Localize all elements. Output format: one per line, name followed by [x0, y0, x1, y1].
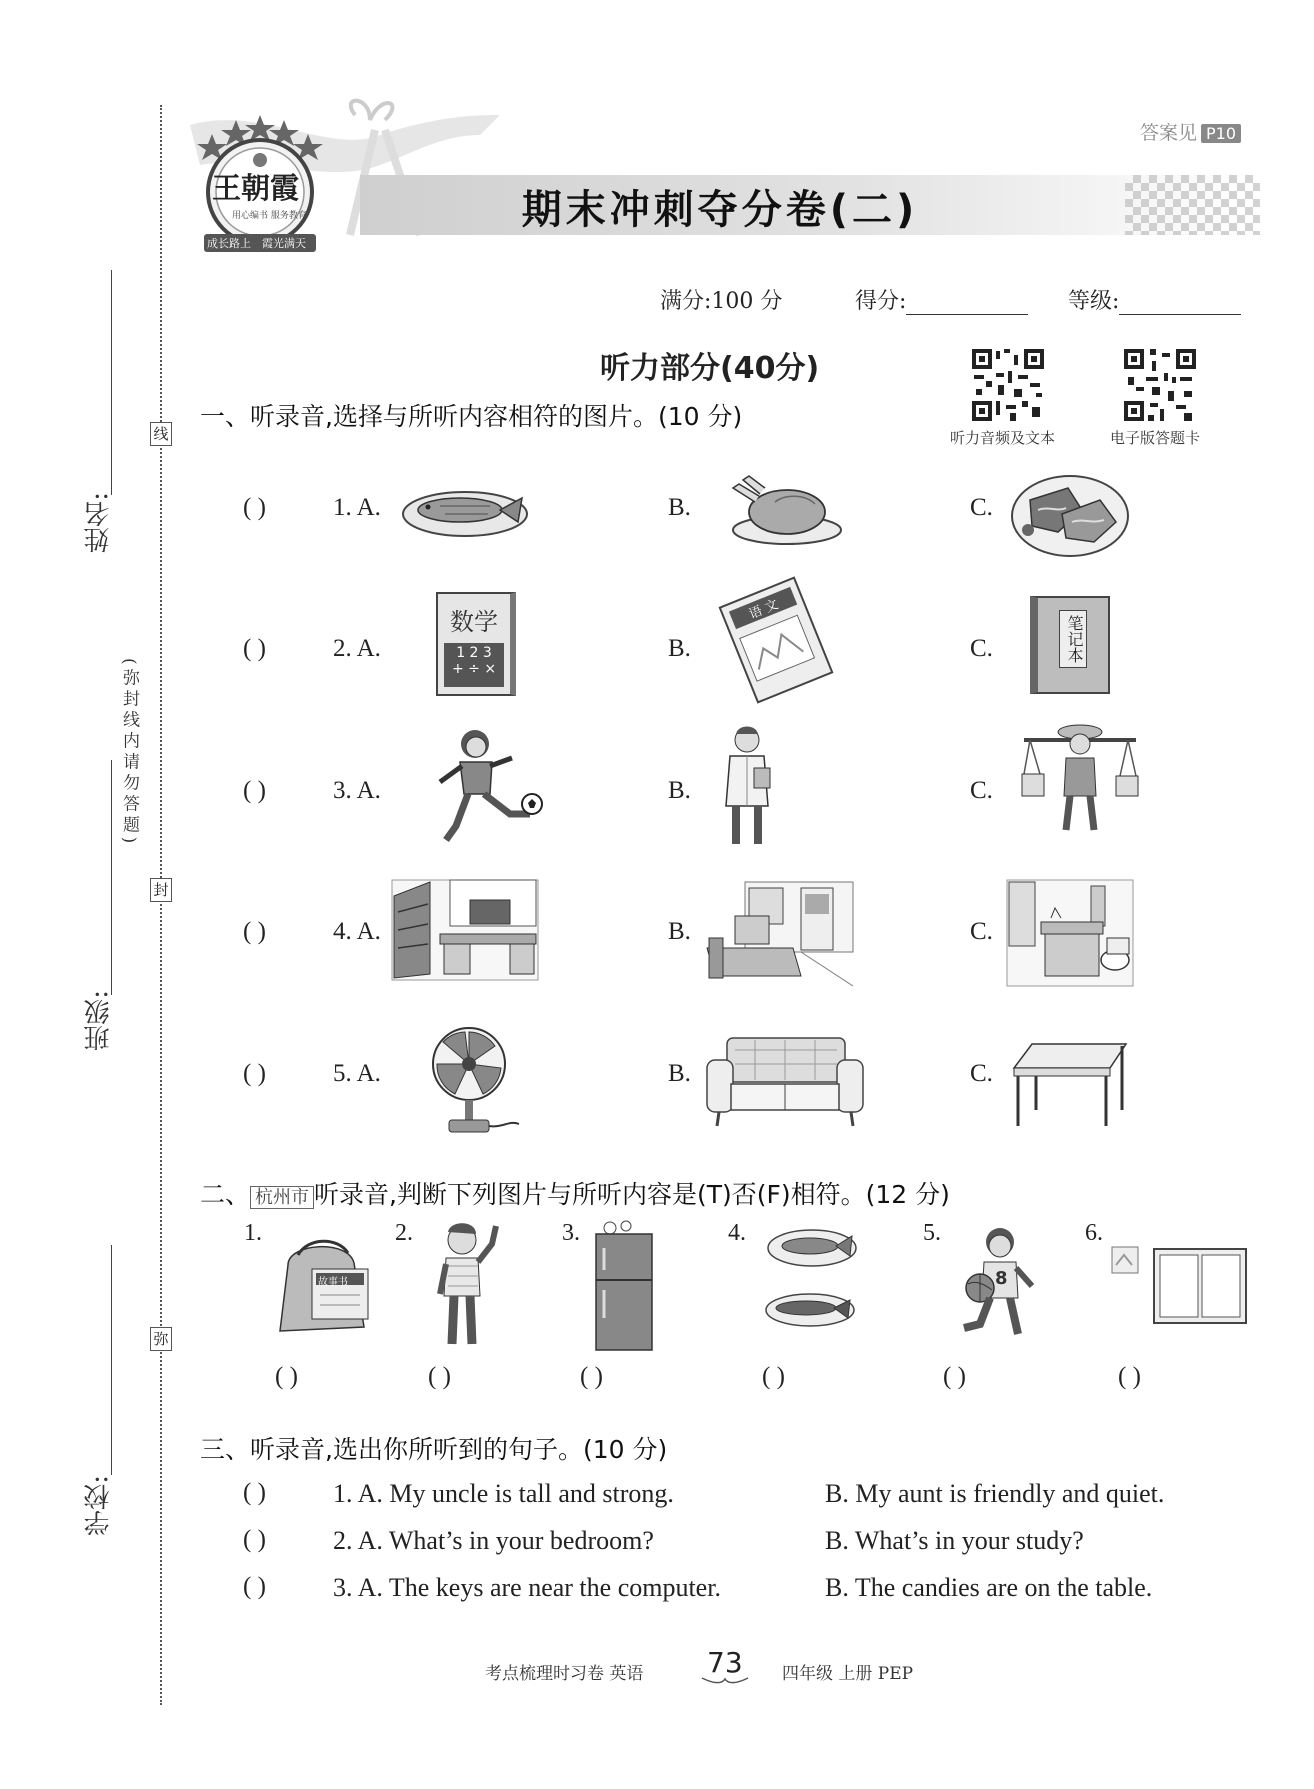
answer-paren[interactable]: ( ) — [243, 918, 266, 945]
logo-tagline-right: 霞光满天 — [262, 237, 306, 250]
tf-number: 6. — [1085, 1220, 1103, 1246]
option-a-sentence: 2. A. What’s in your bedroom? — [333, 1526, 654, 1555]
math-book-icon[interactable] — [436, 592, 516, 696]
tf-number: 1. — [244, 1220, 262, 1246]
answer-paren[interactable]: ( ) — [243, 1060, 266, 1087]
option-a-sentence: 1. A. My uncle is tall and strong. — [333, 1479, 674, 1508]
option-a-sentence: 3. A. The keys are near the computer. — [333, 1573, 721, 1602]
page-number: 73 — [707, 1646, 743, 1679]
school-blank[interactable] — [111, 1245, 112, 1475]
section2-text: 听录音,判断下列图片与所听内容是(T)否(F)相符。(12 分) — [314, 1180, 950, 1209]
school-label: 学校: — [84, 1475, 114, 1536]
answer-paren[interactable]: ( ) — [243, 1573, 266, 1600]
book-icon — [700, 1676, 750, 1686]
bedroom-icon[interactable] — [705, 880, 855, 988]
score-field[interactable] — [855, 284, 1028, 315]
option-b-sentence: B. What’s in your study? — [825, 1526, 1084, 1555]
grade-label: 等级: — [1068, 289, 1120, 314]
option-b-label: B. — [668, 494, 691, 521]
option-b-sentence: B. The candies are on the table. — [825, 1573, 1153, 1602]
seal-mark-xian: 线 — [150, 422, 172, 446]
option-c-label: C. — [970, 635, 993, 662]
table-icon[interactable] — [1010, 1040, 1130, 1130]
option-b-label: B. — [668, 918, 691, 945]
bathroom-icon[interactable] — [1005, 878, 1135, 988]
answer-paren[interactable]: ( ) — [428, 1363, 451, 1390]
fan-icon[interactable] — [425, 1024, 525, 1136]
qr-code-icon[interactable] — [1122, 347, 1198, 423]
binding-dotted-line — [160, 105, 162, 1705]
storybook-label: 故事书 — [318, 1277, 348, 1288]
window-icon[interactable] — [1110, 1245, 1250, 1325]
answer-paren[interactable]: ( ) — [243, 1526, 266, 1553]
option-b-label: B. — [668, 777, 691, 804]
score-label: 得分: — [855, 289, 907, 314]
logo-text: 王朝霞 — [212, 171, 300, 205]
answer-paren[interactable]: ( ) — [243, 494, 266, 521]
option-c-label: C. — [970, 494, 993, 521]
tf-number: 4. — [728, 1220, 746, 1246]
study-room-icon[interactable] — [390, 878, 540, 983]
full-score: 满分:100 分 — [660, 289, 783, 314]
grade-blank[interactable] — [1119, 292, 1241, 315]
section2-prefix: 二、 — [200, 1180, 251, 1209]
option-c-label: C. — [970, 777, 993, 804]
football-player-icon[interactable] — [420, 722, 550, 852]
doctor-icon[interactable] — [712, 722, 782, 854]
answer-paren[interactable]: ( ) — [243, 1479, 266, 1506]
answer-paren[interactable]: ( ) — [943, 1363, 966, 1390]
question-number: 1. A. — [333, 494, 381, 521]
tf-number: 3. — [562, 1220, 580, 1246]
class-blank[interactable] — [111, 760, 112, 995]
qr-code-icon[interactable] — [970, 347, 1046, 423]
roast-chicken-icon[interactable] — [725, 472, 845, 547]
answer-ref-page: P10 — [1201, 124, 1241, 143]
answer-reference — [1140, 118, 1241, 145]
math-book-ops: + ÷ × — [451, 661, 497, 677]
chinese-book-icon[interactable] — [719, 576, 834, 703]
footer-right: 四年级 上册 PEP — [782, 1664, 914, 1684]
jersey-number: 8 — [995, 1268, 1008, 1289]
checker-decoration — [1125, 175, 1260, 235]
name-blank[interactable] — [111, 270, 112, 495]
option-b-sentence: B. My aunt is friendly and quiet. — [825, 1479, 1165, 1508]
option-c-label: C. — [970, 918, 993, 945]
qr1-caption: 听力音频及文本 — [950, 429, 1056, 447]
logo-small-text: 用心编书 服务教育 — [232, 211, 307, 221]
page-title: 期末冲刺夺分卷(二) — [521, 187, 919, 233]
waving-boy-icon[interactable] — [430, 1220, 510, 1355]
tf-number: 2. — [395, 1220, 413, 1246]
qr2-caption: 电子版答题卡 — [1110, 429, 1201, 447]
score-blank[interactable] — [906, 292, 1028, 315]
option-b-label: B. — [668, 635, 691, 662]
answer-ref-text: 答案见 — [1140, 122, 1198, 144]
beef-plate-icon[interactable] — [1008, 470, 1133, 560]
section1-title: 一、听录音,选择与所听内容相符的图片。(10 分) — [200, 402, 743, 431]
seal-mark-feng: 封 — [150, 878, 172, 902]
question-number: 2. A. — [333, 635, 381, 662]
section3-title: 三、听录音,选出你所听到的句子。(10 分) — [200, 1435, 668, 1464]
answer-paren[interactable]: ( ) — [243, 777, 266, 804]
chinese-book-title: 语 文 — [729, 587, 797, 629]
fish-plates-icon[interactable] — [760, 1222, 860, 1334]
farmer-icon[interactable] — [1020, 718, 1140, 838]
seal-mark-mi: 弥 — [150, 1327, 172, 1351]
answer-paren[interactable]: ( ) — [275, 1363, 298, 1390]
answer-paren[interactable]: ( ) — [580, 1363, 603, 1390]
sofa-icon[interactable] — [705, 1030, 865, 1130]
math-book-title: 数学 — [450, 608, 498, 636]
fish-dish-icon[interactable] — [400, 476, 530, 541]
tf-number: 5. — [923, 1220, 941, 1246]
section2-title — [200, 1175, 950, 1211]
seal-note: (弥封线内请勿答题) — [119, 658, 139, 848]
notebook-title: 笔记本 — [1059, 610, 1087, 668]
option-b-label: B. — [668, 1060, 691, 1087]
question-number: 5. A. — [333, 1060, 381, 1087]
question-number: 3. A. — [333, 777, 381, 804]
name-label: 姓名: — [84, 492, 114, 553]
answer-paren[interactable]: ( ) — [1118, 1363, 1141, 1390]
question-number: 4. A. — [333, 918, 381, 945]
logo-tagline-left: 成长路上 — [207, 237, 251, 250]
region-tag: 杭州市 — [250, 1186, 314, 1209]
listening-heading: 听力部分(40分) — [600, 351, 820, 386]
notebook-icon[interactable] — [1030, 596, 1110, 694]
answer-paren[interactable]: ( ) — [762, 1363, 785, 1390]
option-c-label: C. — [970, 1060, 993, 1087]
math-book-digits: 1 2 3 — [456, 645, 492, 661]
class-label: 班级: — [84, 990, 114, 1051]
grade-field[interactable] — [1068, 284, 1241, 315]
footer-left: 考点梳理时习卷 英语 — [485, 1664, 644, 1684]
fridge-icon[interactable] — [592, 1218, 657, 1353]
answer-paren[interactable]: ( ) — [243, 635, 266, 662]
